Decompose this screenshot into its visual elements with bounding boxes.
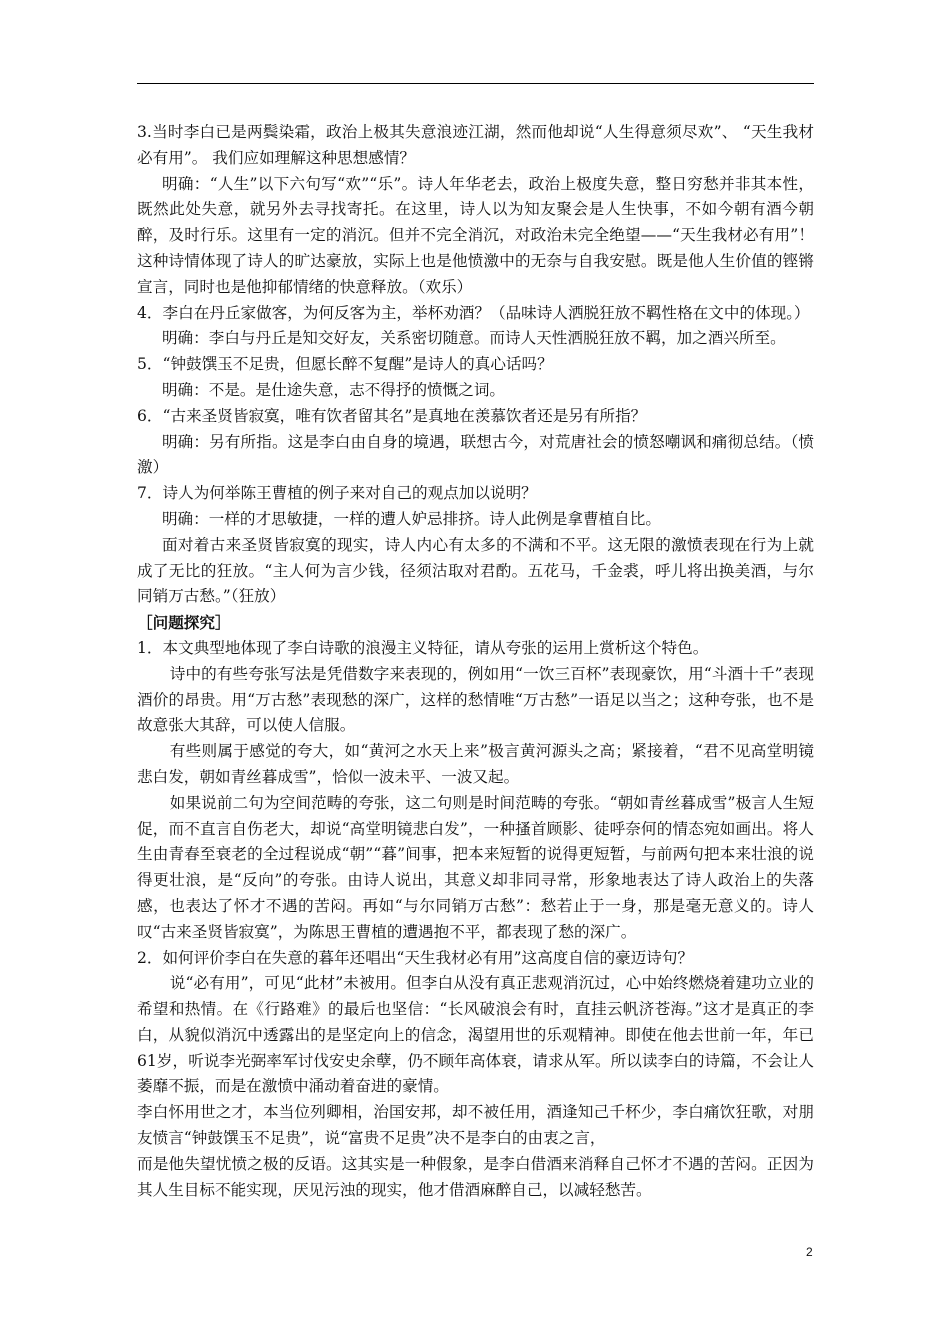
answer-6: 明确：另有所指。这是李白由自身的境遇，联想古今，对荒唐社会的愤怒嘲讽和痛彻总结。（愤激） bbox=[137, 432, 814, 477]
inquiry-answer-2-para-2: 李白怀用世之才，本当位列卿相，治国安邦，却不被任用，酒逢知己千杯少，李白痛饮狂歌，对朋友愤言“钟鼓馔玉不足贵”，说“富贵不足贵”决不是李白的由衷之言， bbox=[137, 1103, 814, 1148]
question-3: 3.当时李白已是两鬓染霜，政治上极其失意浪迹江湖，然而他却说“人生得意须尽欢”、 “天生我材必有用”。 我们应如理解这种思想感情？ bbox=[137, 123, 814, 167]
answer-3: 明确：“人生”以下六句写“欢”“乐”。诗人年华老去，政治上极度失意，整日穷愁并非其本性，既然此处失意，就另外去寻找寄托。在这里，诗人以为知友聚会是人生快事，不如今朝有酒今朝醉，及时行乐。这里有一定的消沉。但并不完全消沉，对政治未完全绝望——“天生我材必有用”！这种诗情体现了诗人的旷达豪放，实际上也是他愤激中的无奈与自我安慰。既是他人生价值的铿锵宣言，同时也是他抑郁情绪的快意释放。（欢乐） bbox=[137, 174, 814, 296]
inquiry-answer-2-para-3: 而是他失望忧愤之极的反语。这其实是一种假象，是李白借酒来消释自己怀才不遇的苦闷。正因为其人生目标不能实现，厌见污浊的现实，他才借酒麻醉自己，以减轻愁苦。 bbox=[137, 1154, 814, 1199]
answer-5: 明确：不是。是仕途失意，志不得抒的愤慨之词。 bbox=[161, 380, 506, 399]
answer-7: 明确：一样的才思敏捷，一样的遭人妒忌排挤。诗人此例是拿曹植自比。 bbox=[161, 509, 661, 528]
answer-7-continued: 面对着古来圣贤皆寂寞的现实，诗人内心有太多的不满和不平。这无限的激愤表现在行为上就成了无比的狂放。“主人何为言少钱，径须沽取对君酌。五花马，千金裘，呼儿将出换美酒，与尔同销万古愁。”（狂放） bbox=[137, 535, 814, 606]
inquiry-answer-1-para-1: 诗中的有些夸张写法是凭借数字来表现的，例如用“一饮三百杯”表现豪饮，用“斗酒十千”表现酒价的昂贵。用“万古愁”表现愁的深广，这样的愁情唯“万古愁”一语足以当之；这种夸张，也不是故意张大其辞，可以使人信服。 bbox=[137, 664, 814, 735]
page-body bbox=[137, 120, 814, 1203]
section-heading-inquiry: ［问题探究］ bbox=[137, 613, 231, 633]
inquiry-answer-2-para-1: 说“必有用”，可见“此材”未被用。但李白从没有真正悲观消沉过，心中始终燃烧着建功立业的希望和热情。在《行路难》的最后也坚信：“长风破浪会有时，直挂云帆济苍海。”这才是真正的李白，从貌似消沉中透露出的是坚定向上的信念，渴望用世的乐观精神。即使在他去世前一年，年已61岁，听说李光弼率军讨伐安史余孽，仍不顾年高体衰，请求从军。所以读李白的诗篇，不会让人萎靡不振，而是在激愤中涌动着奋进的豪情。 bbox=[137, 974, 814, 1096]
question-5: 5．“钟鼓馔玉不足贵，但愿长醉不复醒”是诗人的真心话吗？ bbox=[137, 355, 553, 374]
inquiry-question-2: 2．如何评价李白在失意的暮年还唱出“天生我材必有用”这高度自信的豪迈诗句？ bbox=[137, 948, 694, 967]
answer-4: 明确：李白与丹丘是知交好友，关系密切随意。而诗人天性洒脱狂放不羁，加之酒兴所至。 bbox=[161, 329, 786, 348]
header-rule bbox=[137, 83, 814, 84]
inquiry-question-1: 1．本文典型地体现了李白诗歌的浪漫主义特征，请从夸张的运用上赏析这个特色。 bbox=[137, 638, 709, 657]
inquiry-answer-1-para-2: 有些则属于感觉的夸大，如“黄河之水天上来”极言黄河源头之高；紧接着，“君不见高堂明镜悲白发，朝如青丝暮成雪”，恰似一波未平、一波又起。 bbox=[137, 742, 814, 786]
question-6: 6．“古来圣贤皆寂寞，唯有饮者留其名”是真地在羡慕饮者还是另有所指？ bbox=[137, 406, 647, 425]
question-4: 4．李白在丹丘家做客，为何反客为主，举杯劝酒？（品味诗人洒脱狂放不羁性格在文中的体现。） bbox=[137, 303, 810, 322]
question-7: 7．诗人为何举陈王曹植的例子来对自己的观点加以说明？ bbox=[137, 484, 537, 503]
inquiry-answer-1-para-3: 如果说前二句为空间范畴的夸张，这二句则是时间范畴的夸张。“朝如青丝暮成雪”极言人生短促，而不直言自伤老大，却说“高堂明镜悲白发”，一种搔首顾影、徒呼奈何的情态宛如画出。将人生由青春至衰老的全过程说成“朝”“暮”间事，把本来短暂的说得更短暂，与前两句把本来壮浪的说得更壮浪，是“反向”的夸张。由诗人说出，其意义却非同寻常，形象地表达了诗人政治上的失落感，也表达了怀才不遇的苦闷。再如“与尔同销万古愁”：愁若止于一身，那是毫无意义的。诗人叹“古来圣贤皆寂寞”，为陈思王曹植的遭遇抱不平，都表现了愁的深广。 bbox=[137, 793, 814, 941]
page-number: 2 bbox=[806, 1245, 813, 1259]
